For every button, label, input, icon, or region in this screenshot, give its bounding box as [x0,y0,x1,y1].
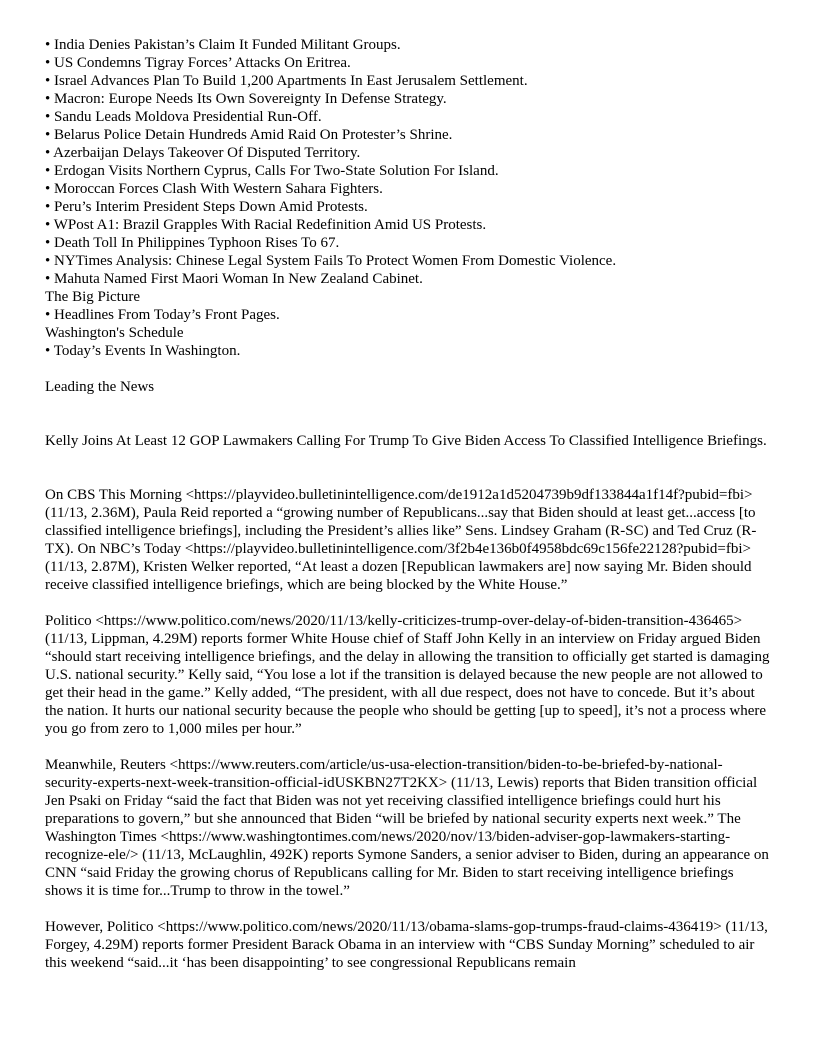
article-paragraph: However, Politico <https://www.politico.com/news/2020/11/13/obama-slams-gop-trumps-fraud-claims-436419> (11/13, Forgey, 4.29M) reports former President Barack Obama in an interview with “CBS Sunday Morning” scheduled to air this weekend “said...it ‘has been disappointing’ to see congressional Republicans remain [45,919,768,971]
bullet-item: • Moroccan Forces Clash With Western Sahara Fighters. [45,181,383,197]
article-paragraph: Meanwhile, Reuters <https://www.reuters.com/article/us-usa-election-transition/biden-to-be-briefed-by-national-security-experts-next-week-transition-official-idUSKBN27T2KX> (11/13, Lewis) reports that Biden transition official Jen Psaki on Friday “said the fact that Biden was not yet receiving classified intelligence briefings could hurt his preparations to govern,” but she announced that Biden “will be briefed by national security experts next week.” The Washington Times <https://www.washingtontimes.com/news/2020/nov/13/biden-adviser-gop-lawmakers-starting-recognize-ele/> (11/13, McLaughlin, 492K) reports Symone Sanders, a senior adviser to Biden, during an appearance on CNN “said Friday the growing chorus of Republicans calling for Mr. Biden to start receiving intelligence briefings shows it is time for...Trump to throw in the towel.” [45,757,769,899]
bullet-item: • Belarus Police Detain Hundreds Amid Raid On Protester’s Shrine. [45,127,453,143]
leading-section-title: Leading the News [45,379,155,395]
document-page [45,36,773,990]
bullet-item: • Erdogan Visits Northern Cyprus, Calls For Two-State Solution For Island. [45,163,499,179]
article-headline: Kelly Joins At Least 12 GOP Lawmakers Calling For Trump To Give Biden Access To Classified Intelligence Briefings. [45,433,767,449]
bullet-item: • Death Toll In Philippines Typhoon Rises To 67. [45,235,340,251]
washington-schedule-item[interactable]: • Today’s Events In Washington. [45,343,241,359]
bullet-list [45,36,773,288]
bullet-item: • Azerbaijan Delays Takeover Of Disputed Territory. [45,145,361,161]
article-paragraph: Politico <https://www.politico.com/news/2020/11/13/kelly-criticizes-trump-over-delay-of-biden-transition-436465> (11/13, Lippman, 4.29M) reports former White House chief of Staff John Kelly in an interview on Friday argued Biden “should start receiving intelligence briefings, and the delay in allowing the transition to officially get started is damaging U.S. national security.” Kelly said, “You lose a lot if the transition is delayed because the new people are not allowed to get their head in the game.” Kelly added, “The president, with all due respect, does not have to concede. But it’s about the nation. It hurts our national security because the people who should be getting [up to speed], it’s not a process where you go from zero to 1,000 miles per hour.” [45,613,770,737]
big-picture-item[interactable]: • Headlines From Today’s Front Pages. [45,307,280,323]
article-paragraph: On CBS This Morning <https://playvideo.bulletinintelligence.com/de1912a1d5204739b9df133844a1f14f?pubid=fbi> (11/13, 2.36M), Paula Reid reported a “growing number of Republicans...say that Biden should at least get...access [to classified intelligence briefings], including the President’s allies like” Sens. Lindsey Graham (R-SC) and Ted Cruz (R-TX). On NBC’s Today <https://playvideo.bulletinintelligence.com/3f2b4e136b0f4958bdc69c156fe22128?pubid=fbi> (11/13, 2.87M), Kristen Welker reported, “At least a dozen [Republican lawmakers are] now saying Mr. Biden should receive classified intelligence briefings, which are being blocked by the White House.” [45,487,757,593]
bullet-item: • India Denies Pakistan’s Claim It Funded Militant Groups. [45,37,401,53]
bullet-item: • NYTimes Analysis: Chinese Legal System Fails To Protect Women From Domestic Violence. [45,253,617,269]
bullet-item: • Sandu Leads Moldova Presidential Run-Off. [45,109,322,125]
bullet-item: • US Condemns Tigray Forces’ Attacks On Eritrea. [45,55,351,71]
bullet-item: • Macron: Europe Needs Its Own Sovereignty In Defense Strategy. [45,91,447,107]
big-picture-label: The Big Picture [45,289,140,305]
bullet-item: • WPost A1: Brazil Grapples With Racial Redefinition Amid US Protests. [45,217,487,233]
bullet-item: • Israel Advances Plan To Build 1,200 Apartments In East Jerusalem Settlement. [45,73,528,89]
washington-schedule-label: Washington's Schedule [45,325,184,341]
spacer [45,396,773,432]
bullet-item: • Mahuta Named First Maori Woman In New Zealand Cabinet. [45,271,423,287]
spacer [45,360,773,378]
bullet-item: • Peru’s Interim President Steps Down Amid Protests. [45,199,368,215]
spacer [45,450,773,486]
